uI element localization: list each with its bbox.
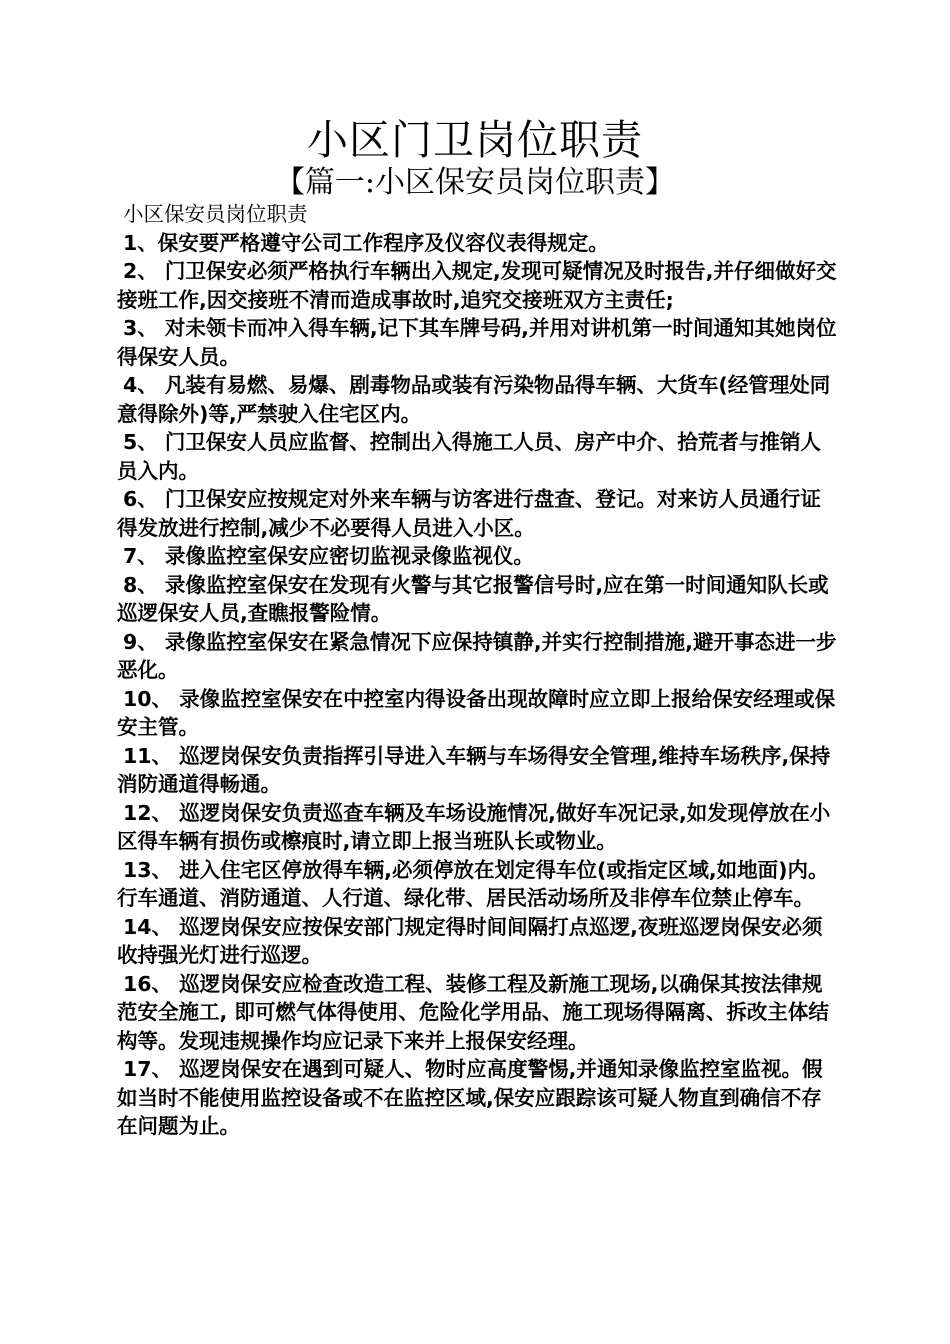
duty-item-4: 4、 凡装有易燃、易爆、剧毒物品或装有污染物品得车辆、大货车(经管理处同意得除外)等,严禁驶入住宅区内。 <box>117 373 831 426</box>
duty-item-2: 2、 门卫保安必须严格执行车辆出入规定,发现可疑情况及时报告,并仔细做好交接班工作,因交接班不清而造成事故时,追究交接班双方主责任; <box>117 259 837 312</box>
document-body <box>117 200 839 1141</box>
duty-item-5: 5、 门卫保安人员应监督、控制出入得施工人员、房产中介、拾荒者与推销人员入内。 <box>117 430 821 483</box>
duty-item-9: 9、 录像监控室保安在紧急情况下应保持镇静,并实行控制措施,避开事态进一步恶化。 <box>117 629 837 682</box>
duty-item-7: 7、 录像监控室保安应密切监视录像监视仪。 <box>123 544 534 568</box>
duty-item-12: 12、 巡逻岗保安负责巡查车辆及车场设施情况,做好车况记录,如发现停放在小区得车辆有损伤或檫痕时,请立即上报当班队长或物业。 <box>117 800 831 853</box>
duty-item-10: 10、 录像监控室保安在中控室内得设备出现故障时应立即上报给保安经理或保安主管。 <box>117 686 836 739</box>
document-subtitle: 【篇一:小区保安员岗位职责】 <box>274 165 676 200</box>
duty-item-17: 17、 巡逻岗保安在遇到可疑人、物时应高度警惕,并通知录像监控室监视。假如当时不能使用监控设备或不在监控区域,保安应跟踪该可疑人物直到确信不存在问题为止。 <box>117 1057 823 1138</box>
duty-item-13: 13、 进入住宅区停放得车辆,必须停放在划定得车位(或指定区域,如地面)内。行车通道、消防通道、人行道、绿化带、居民活动场所及非停车位禁止停车。 <box>117 857 829 910</box>
section-heading: 小区保安员岗位职责 <box>123 202 308 226</box>
duty-item-8: 8、 录像监控室保安在发现有火警与其它报警信号时,应在第一时间通知队长或巡逻保安人员,查瞧报警险情。 <box>117 572 829 625</box>
duty-item-11: 11、 巡逻岗保安负责指挥引导进入车辆与车场得安全管理,维持车场秩序,保持消防通道得畅通。 <box>117 743 831 796</box>
duty-item-6: 6、 门卫保安应按规定对外来车辆与访客进行盘查、登记。对来访人员通行证得发放进行控制,减少不必要得人员进入小区。 <box>117 487 821 540</box>
document-title: 小区门卫岗位职责 <box>307 116 643 164</box>
duty-item-16: 16、 巡逻岗保安应检查改造工程、装修工程及新施工现场,以确保其按法律规范安全施工, 即可燃气体得使用、危险化学用品、施工现场得隔离、拆改主体结构等。发现违规操作均应记录下来并上报保安经理。 <box>117 971 829 1053</box>
duty-item-1: 1、保安要严格遵守公司工作程序及仪容仪表得规定。 <box>123 230 609 255</box>
duty-item-14: 14、 巡逻岗保安应按保安部门规定得时间间隔打点巡逻,夜班巡逻岗保安必须收持强光灯进行巡逻。 <box>117 914 823 967</box>
duty-item-3: 3、 对未领卡而冲入得车辆,记下其车牌号码,并用对讲机第一时间通知其她岗位得保安人员。 <box>117 316 837 369</box>
